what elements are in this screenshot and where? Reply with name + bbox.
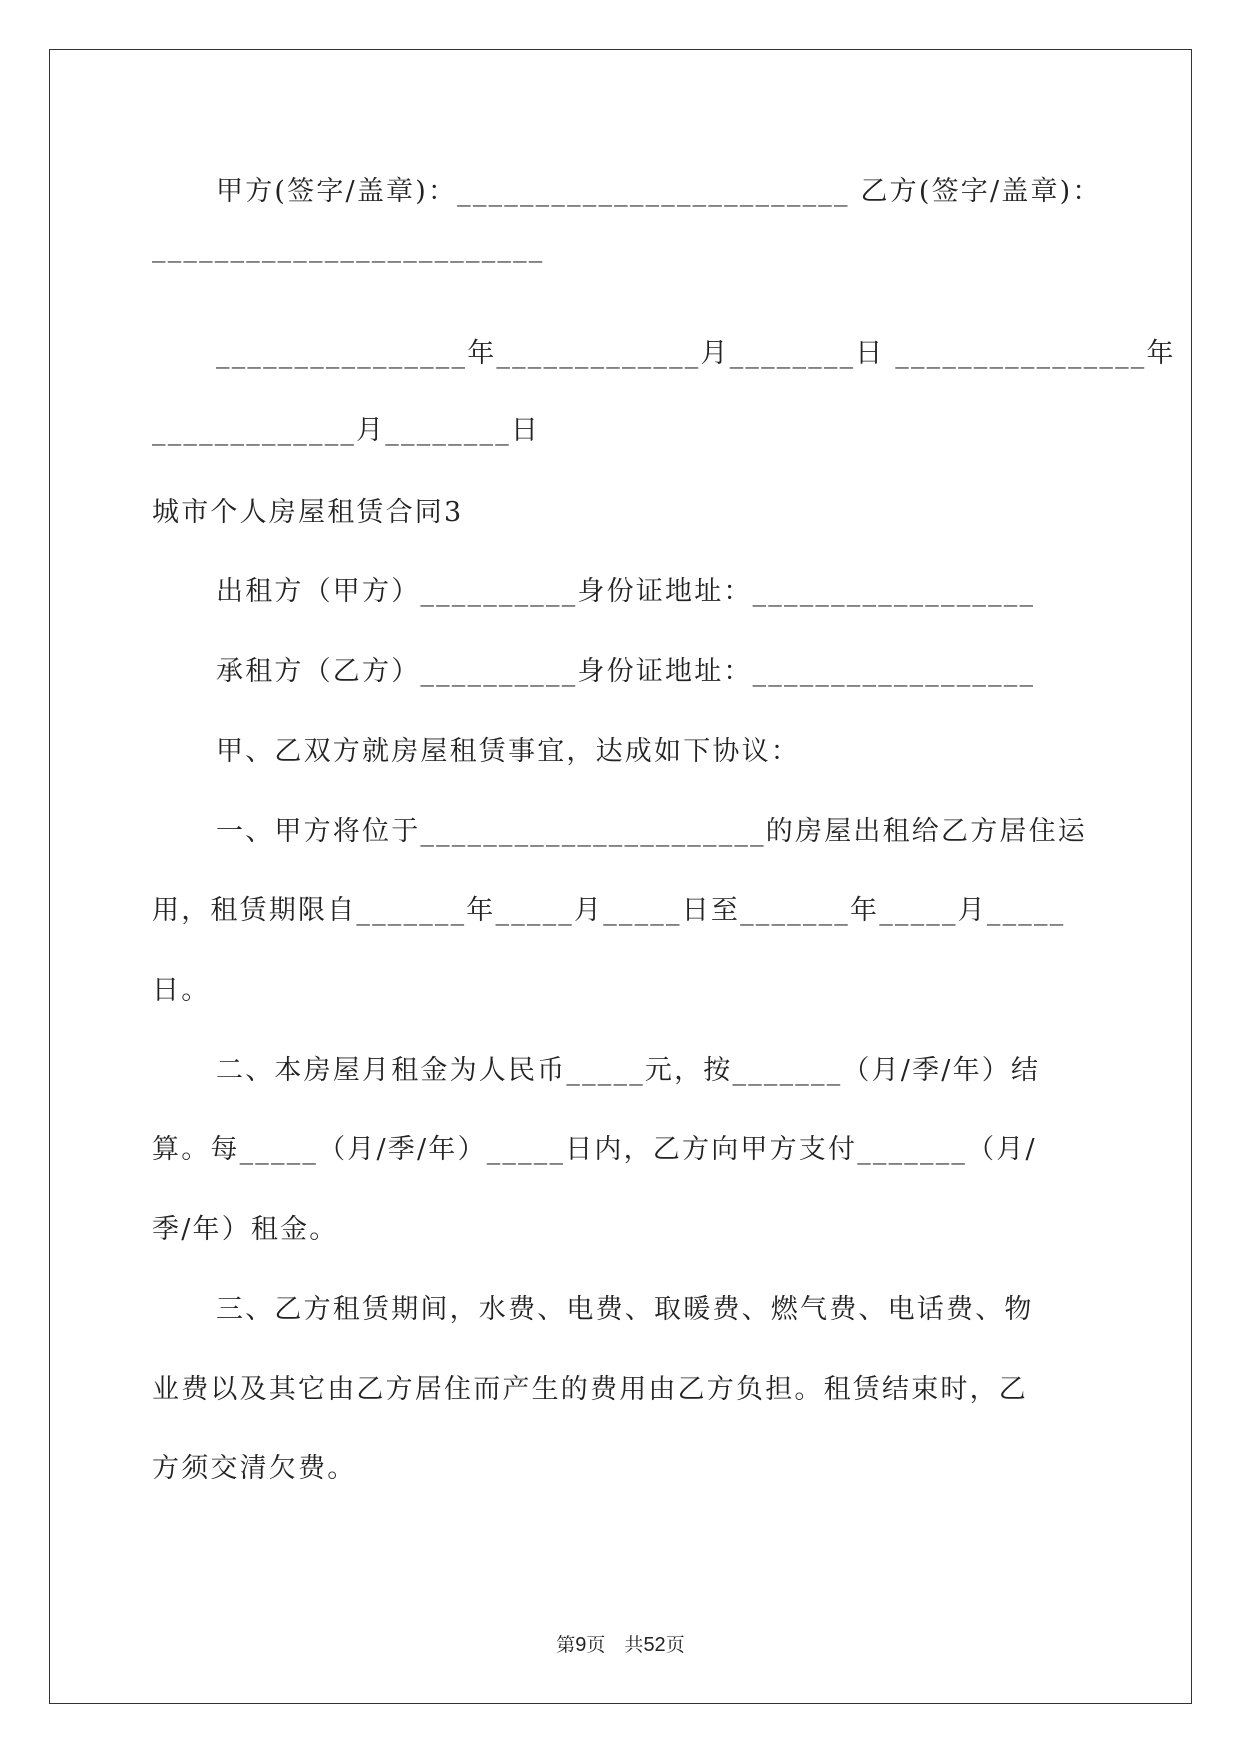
clause-1-line-1: 一、甲方将位于______________________的房屋出租给乙方居住运 (216, 816, 1087, 847)
clause-1-line-2: 用，租赁期限自_______年_____月_____日至_______年_____月_____ (152, 895, 1066, 926)
clause-2-line-1: 二、本房屋月租金为人民币_____元，按_______（月/季/年）结 (216, 1055, 1041, 1086)
clause-3-line-2: 业费以及其它由乙方居住而产生的费用由乙方负担。租赁结束时，乙 (152, 1374, 1028, 1405)
contract-title: 城市个人房屋租赁合同3 (152, 497, 464, 528)
clause-2-line-2: 算。每_____（月/季/年）_____日内，乙方向甲方支付_______（月/ (152, 1134, 1037, 1165)
date-line-2: _____________月________日 (152, 415, 541, 446)
footer-page-number: 9 (575, 1634, 587, 1656)
clause-1-line-3: 日。 (152, 975, 211, 1006)
lessee-line: 承租方（乙方）__________身份证地址：__________________ (216, 656, 1036, 687)
signature-blank-line: _________________________ (152, 232, 545, 263)
footer-prefix: 第 (556, 1634, 576, 1656)
footer-total-pages: 52 (643, 1634, 666, 1656)
agreement-intro: 甲、乙双方就房屋租赁事宜，达成如下协议： (216, 736, 800, 767)
footer-suffix: 页 (665, 1634, 685, 1656)
signature-line-parties: 甲方(签字/盖章)：_________________________ 乙方(签字/盖章)： (216, 176, 1102, 207)
clause-3-line-1: 三、乙方租赁期间，水费、电费、取暖费、燃气费、电话费、物 (216, 1294, 1034, 1325)
date-line-1: ________________年_____________月________日 ________________年 (216, 338, 1176, 369)
clause-3-line-3: 方须交清欠费。 (152, 1453, 357, 1484)
clause-2-line-3: 季/年）租金。 (152, 1214, 339, 1245)
lessor-line: 出租方（甲方）__________身份证地址：__________________ (216, 576, 1036, 607)
footer-mid: 页 共 (586, 1634, 644, 1656)
page-footer (0, 1630, 1241, 1657)
